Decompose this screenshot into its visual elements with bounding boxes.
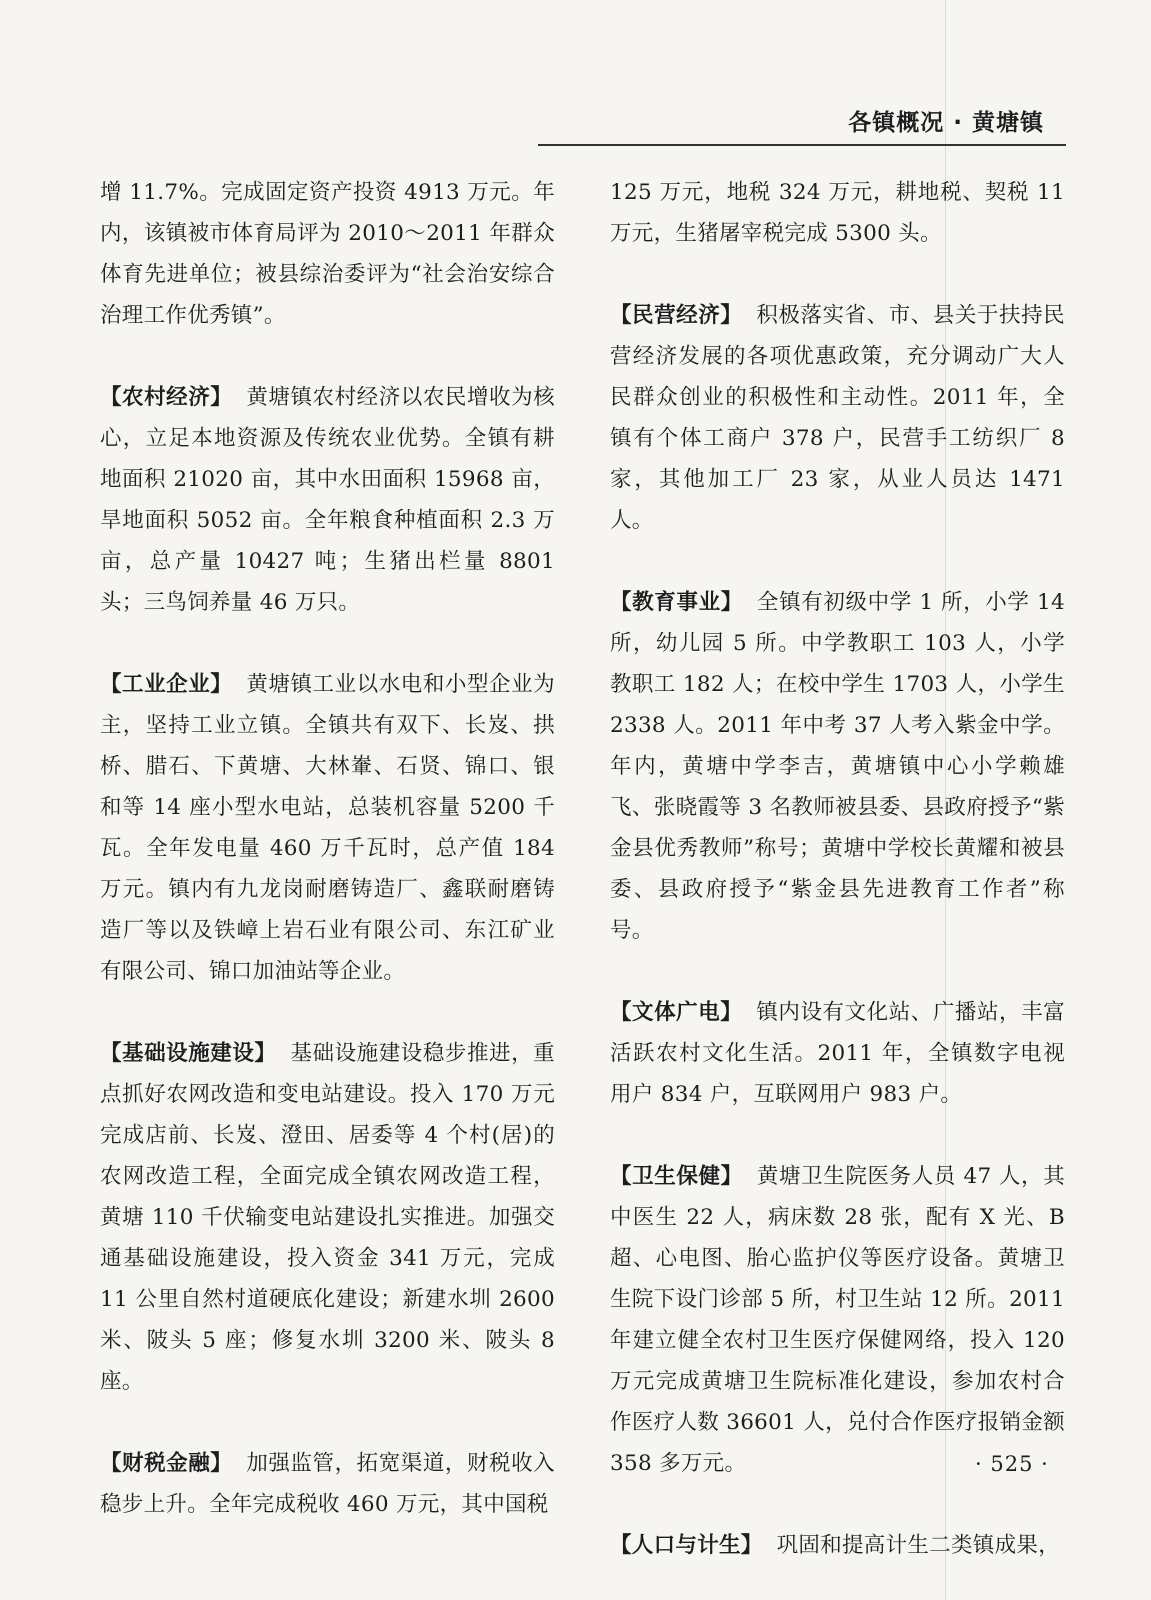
page-number: · 525 · <box>975 1452 1049 1476</box>
section-culture-sports-broadcast <box>610 992 1065 1115</box>
section-body: 加强监管，拓宽渠道，财税收入稳步上升。全年完成税收 460 万元，其中国税 <box>100 1451 555 1517</box>
section-body: 黄塘卫生院医务人员 47 人，其中医生 22 人，病床数 28 张，配有 X 光、B 超、心电图、胎心监护仪等医疗设备。黄塘卫生院下设门诊部 5 所，村卫生站 12 所。2011 年建立健全农村卫生医疗保健网络，投入 120 万元完成黄塘卫生院标准化建设，参加农村合作医疗人数 36601 人，兑付合作医疗报销金额 358 多万元。 <box>610 1164 1065 1476</box>
section-body: 巩固和提高计生二类镇成果， <box>776 1533 1061 1558</box>
section-title: 【民营经济】 <box>610 303 743 328</box>
section-body: 全镇有初级中学 1 所，小学 14 所，幼儿园 5 所。中学教职工 103 人，小学教职工 182 人；在校中学生 1703 人，小学生 2338 人。2011 年中考 37 人考入紫金中学。年内，黄塘中学李吉，黄塘镇中心小学赖雄飞、张晓霞等 3 名教师被县委、县政府授予“紫金县优秀教师”称号；黄塘中学校长黄耀和被县委、县政府授予“紫金县先进教育工作者”称号。 <box>610 590 1065 943</box>
section-rural-economy <box>100 377 555 623</box>
section-finance-tax <box>100 1443 555 1525</box>
left-intro-paragraph: 增 11.7%。完成固定资产投资 4913 万元。年内，该镇被市体育局评为 2010～2011 年群众体育先进单位；被县综治委评为“社会治安综合治理工作优秀镇”。 <box>100 180 555 328</box>
section-title: 【农村经济】 <box>100 385 233 410</box>
section-title: 【财税金融】 <box>100 1451 233 1476</box>
section-education <box>610 582 1065 951</box>
right-column <box>610 172 1065 1566</box>
section-body: 黄塘镇工业以水电和小型企业为主，坚持工业立镇。全镇共有双下、长岌、拱桥、腊石、下黄塘、大林輋、石贤、锦口、银和等 14 座小型水电站，总装机容量 5200 千瓦。全年发电量 460 万千瓦时，总产值 184 万元。镇内有九龙岗耐磨铸造厂、鑫联耐磨铸造厂等以及铁嶂上岩石业有限公司、东江矿业有限公司、锦口加油站等企业。 <box>100 672 555 984</box>
section-title: 【人口与计生】 <box>610 1533 763 1558</box>
header-rule <box>538 144 1066 146</box>
left-column <box>100 172 555 1525</box>
section-industry <box>100 664 555 992</box>
section-body: 镇内设有文化站、广播站，丰富活跃农村文化生活。2011 年，全镇数字电视用户 834 户，互联网用户 983 户。 <box>610 1000 1065 1107</box>
section-infrastructure <box>100 1033 555 1402</box>
right-intro-paragraph: 125 万元，地税 324 万元，耕地税、契税 11 万元，生猪屠宰税完成 5300 头。 <box>610 180 1065 246</box>
section-title: 【文体广电】 <box>610 1000 743 1025</box>
section-health-care <box>610 1156 1065 1484</box>
section-title: 【教育事业】 <box>610 590 743 615</box>
section-title: 【基础设施建设】 <box>100 1041 277 1066</box>
section-title: 【卫生保健】 <box>610 1164 743 1189</box>
running-header <box>538 104 1066 144</box>
section-private-economy <box>610 295 1065 541</box>
section-population-family-planning <box>610 1525 1065 1566</box>
section-body: 基础设施建设稳步推进，重点抓好农网改造和变电站建设。投入 170 万元完成店前、长岌、澄田、居委等 4 个村(居)的农网改造工程，全面完成全镇农网改造工程，黄塘 110 千伏输变电站建设扎实推进。加强交通基础设施建设，投入资金 341 万元，完成 11 公里自然村道硬底化建设；新建水圳 2600 米、陂头 5 座；修复水圳 3200 米、陂头 8 座。 <box>100 1041 555 1394</box>
section-body: 黄塘镇农村经济以农民增收为核心，立足本地资源及传统农业优势。全镇有耕地面积 21020 亩，其中水田面积 15968 亩，旱地面积 5052 亩。全年粮食种植面积 2.3 万亩，总产量 10427 吨；生猪出栏量 8801 头；三鸟饲养量 46 万只。 <box>100 385 555 615</box>
header-title: 各镇概况 · 黄塘镇 <box>848 110 1044 136</box>
section-title: 【工业企业】 <box>100 672 233 697</box>
section-body: 积极落实省、市、县关于扶持民营经济发展的各项优惠政策，充分调动广大人民群众创业的积极性和主动性。2011 年，全镇有个体工商户 378 户，民营手工纺织厂 8 家，其他加工厂 23 家，从业人员达 1471 人。 <box>610 303 1065 533</box>
